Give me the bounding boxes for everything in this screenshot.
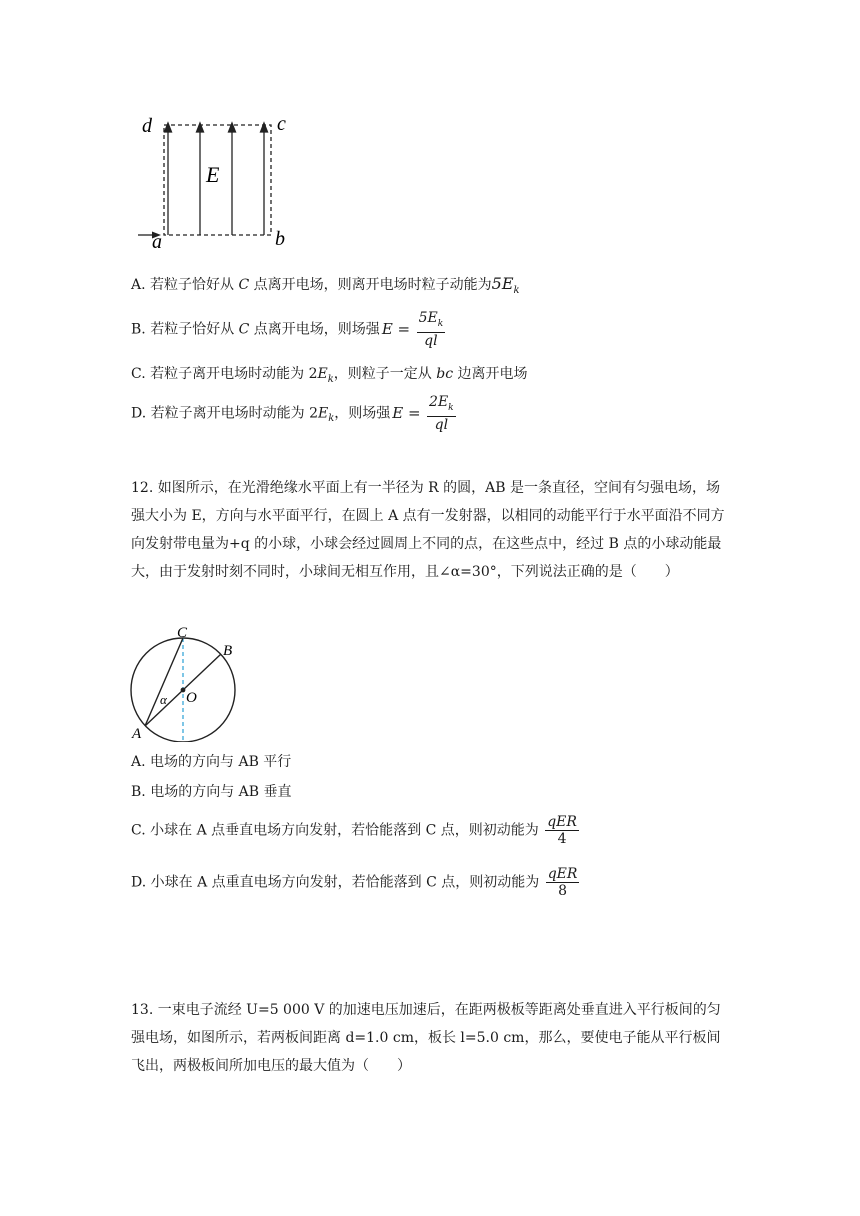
circle-diagram <box>126 622 246 742</box>
chord-ac <box>145 638 183 726</box>
label-d: d <box>142 115 152 137</box>
label-a: a <box>152 231 162 253</box>
q11-option-d: D. 若粒子离开电场时动能为 $2E_k$，则场强 E = $\frac{2E_k}{ql}$ <box>131 394 454 433</box>
label-E: E <box>206 162 220 187</box>
label-alpha: α <box>160 692 167 707</box>
q11-option-a: A. 若粒子恰好从 C 点离开电场，则离开电场时粒子动能为$5E_k$ <box>131 274 520 296</box>
label-A: A <box>132 726 142 742</box>
q12-option-c: C. 小球在 A 点垂直电场方向发射，若恰能落到 C 点，则初动能为 $\frac{\text{qER}}{4}$ <box>131 814 577 847</box>
fraction-qer-over-4: $\frac{\text{qER}}{4}$ <box>547 814 577 847</box>
q12-option-b: B. 电场的方向与 AB 垂直 <box>131 784 292 800</box>
question-13-text: 13. 一束电子流经 U=5 000 V 的加速电压加速后，在距两极板等距离处垂直进入平行板间的匀强电场，如图所示，若两板间距离 d=1.0 cm，板长 l=5.0 cm，那么，要使电子能从平行板间飞出，两极板间所加电压的最大值为（ ） <box>131 1002 721 1074</box>
label-b: b <box>275 228 285 250</box>
fraction-5ek-over-ql: $\frac{5E_k}{ql}$ <box>418 310 444 349</box>
question-12-text: 12. 如图所示，在光滑绝缘水平面上有一半径为 R 的圆，AB 是一条直径，空间有匀强电场，场强大小为 E，方向与水平面平行，在圆上 A 点有一发射器，以相同的动能平行于水平面沿不同方向发射带电量为+q 的小球，小球会经过圆周上不同的点，在这些点中，经过 B 点的小球动能最大，由于发射时刻不同时，小球间无相互作用，且∠α=30°，下列说法正确的是（ ） <box>131 480 725 580</box>
q12-option-a: A. 电场的方向与 AB 平行 <box>131 754 292 770</box>
fraction-qer-over-8: $\frac{\text{qER}}{8}$ <box>547 866 578 899</box>
label-C: C <box>177 625 188 641</box>
q11-option-c: C. 若粒子离开电场时动能为 $2E_k$，则粒子一定从 bc 边离开电场 <box>131 366 528 385</box>
label-B: B <box>223 643 233 659</box>
label-O: O <box>186 690 197 706</box>
q11-option-b: B. 若粒子恰好从 C 点离开电场，则场强 E = $\frac{5E_k}{ql}$ <box>131 310 444 349</box>
electric-field-diagram <box>130 108 300 253</box>
label-c: c <box>277 113 286 135</box>
fraction-2ek-over-ql: $\frac{2E_k}{ql}$ <box>429 394 454 433</box>
center-point <box>181 688 186 693</box>
q12-option-d: D. 小球在 A 点重直电场方向发射，若恰能落到 C 点，则初动能为 $\frac{\text{qER}}{8}$ <box>131 866 578 899</box>
